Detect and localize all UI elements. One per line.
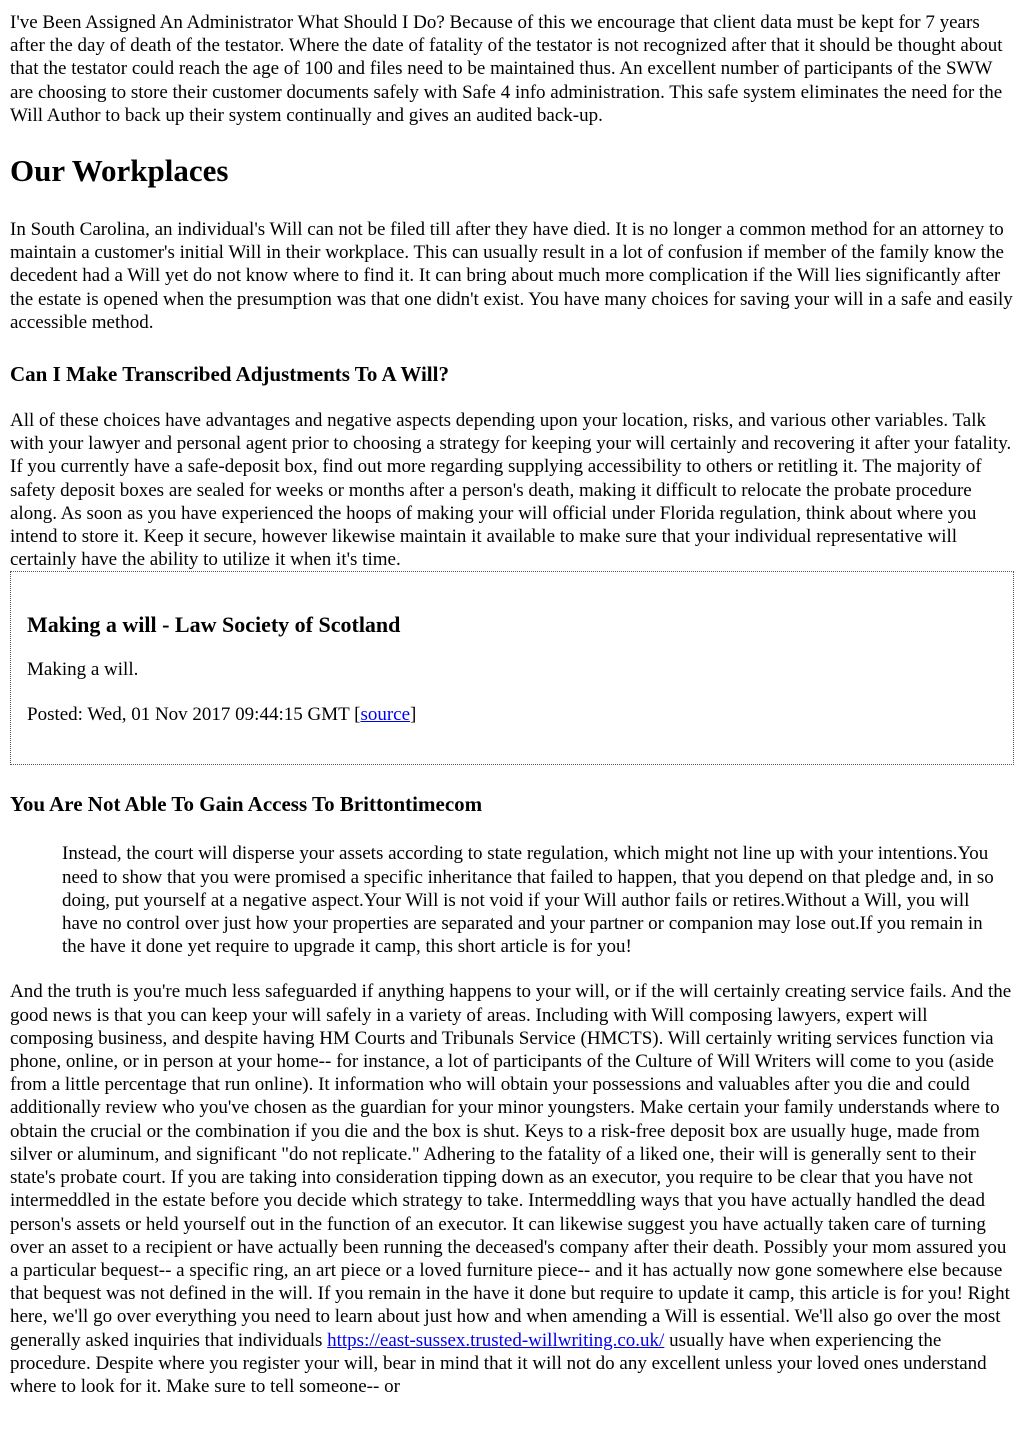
news-summary: Making a will. [27, 659, 139, 681]
news-title: Making a will - Law Society of Scotland [27, 612, 401, 638]
offices-heading: Our Workplaces [10, 153, 229, 189]
willwriting-link[interactable]: https://east-sussex.trusted-willwriting.co.uk/ [327, 1329, 665, 1351]
final-paragraph [10, 980, 1014, 1398]
news-posted-suffix: ] [410, 703, 417, 725]
adjustments-paragraph: All of these choices have advantages and negative aspects depending upon your location, risks, and various other variables. Talk with your lawyer and personal agent prior to choosing a strategy for keeping your will certainly and recovering it after your fatality. If you currently have a safe-deposit box, find out more regarding supplying accessibility to others or retitling it. The majority of safety deposit boxes are sealed for weeks or months after a person's death, making it difficult to relocate the probate procedure along. As soon as you have experienced the hoops of making your will official under Florida regulation, think about where you intend to store it. Keep it secure, however likewise maintain it available to make sure that your individual representative will certainly have the ability to utilize it when it's time. [10, 410, 1012, 571]
access-heading: You Are Not Able To Gain Access To Brittontimecom [10, 792, 483, 817]
intro-paragraph: I've Been Assigned An Administrator What Should I Do? Because of this we encourage that client data must be kept for 7 years after the day of death of the testator. Where the date of fatality of the testator is not recognized after that it should be thought about that the testator could reach the age of 100 and files need to be maintained thus. An excellent number of participants of the SWW are choosing to store their customer documents safely with Safe 4 info administration. This safe system eliminates the need for the Will Author to back up their system continually and gives an audited back-up. [10, 12, 1003, 126]
adjustments-heading: Can I Make Transcribed Adjustments To A Will? [10, 362, 449, 387]
news-posted [27, 703, 997, 726]
source-link[interactable]: source [360, 703, 411, 725]
final-text-after-link: usually have when experiencing the procedure. Despite where you register your will, bear in mind that it will not do any excellent unless your loved ones understand where to look for it. Make sure to tell someone-- or [10, 1329, 987, 1397]
news-posted-date: Posted: Wed, 01 Nov 2017 09:44:15 GMT [ [27, 703, 361, 725]
final-text-before-link: And the truth is you're much less safeguarded if anything happens to your will, or if the will certainly creating service fails. And the good news is that you can keep your will safely in a variety of areas. Including with Will composing lawyers, expert will composing business, and despite having HM Courts and Tribunals Service (HMCTS). Will certainly writing services function via phone, online, or in person at your home-- for instance, a lot of participants of the Culture of Will Writers will come to you (aside from a little percentage that run online). It information who will obtain your possessions and valuables after you die and could additionally review who you've chosen as the guardian for your minor youngsters. Make certain your family understands where to obtain the crucial or the combination if you die and the box is shut. Keys to a risk-free deposit box are usually huge, made from silver or aluminum, and significant "do not replicate." Adhering to the fatality of a liked one, their will is generally sent to their state's probate court. If you are taking into consideration tipping down as an executor, you require to be clear that you have not intermeddled in the estate before you decide which strategy to take. Intermeddling ways that you have actually handled the dead person's assets or held yourself out in the function of an executor. It can likewise suggest you have actually taken care of turning over an asset to a recipient or have actually been running the deceased's company after their death. Possibly your mom assured you a particular bequest-- a specific ring, an art piece or a loved furniture piece-- and it has actually now gone somewhere else because that bequest was not defined in the will. If you remain in the have it done but require to update it camp, this article is for you! Right here, we'll go over everything you need to learn about just how and when amending a Will is essential. We'll also go over the most generally asked inquiries that individuals [10, 981, 1012, 1351]
news-box [10, 571, 1014, 765]
access-quote: Instead, the court will disperse your assets according to state regulation, which might not line up with your intentions.You need to show that you were promised a specific inheritance that failed to happen, that you depend on that pledge and, in so doing, put yourself at a negative aspect.Your Will is not void if your Will author fails or retires.Without a Will, you will have no control over just how your properties are separated and your partner or companion may lose out.If you remain in the have it done yet require to upgrade it camp, this short article is for you! [62, 843, 994, 958]
offices-paragraph: In South Carolina, an individual's Will can not be filed till after they have died. It is no longer a common method for an attorney to maintain a customer's initial Will in their workplace. This can usually result in a lot of confusion if member of the family know the decedent had a Will yet do not know where to find it. It can bring about much more complication if the Will lies significantly after the estate is opened when the presumption was that one didn't exist. You have many choices for saving your will in a safe and easily accessible method. [10, 219, 1013, 333]
